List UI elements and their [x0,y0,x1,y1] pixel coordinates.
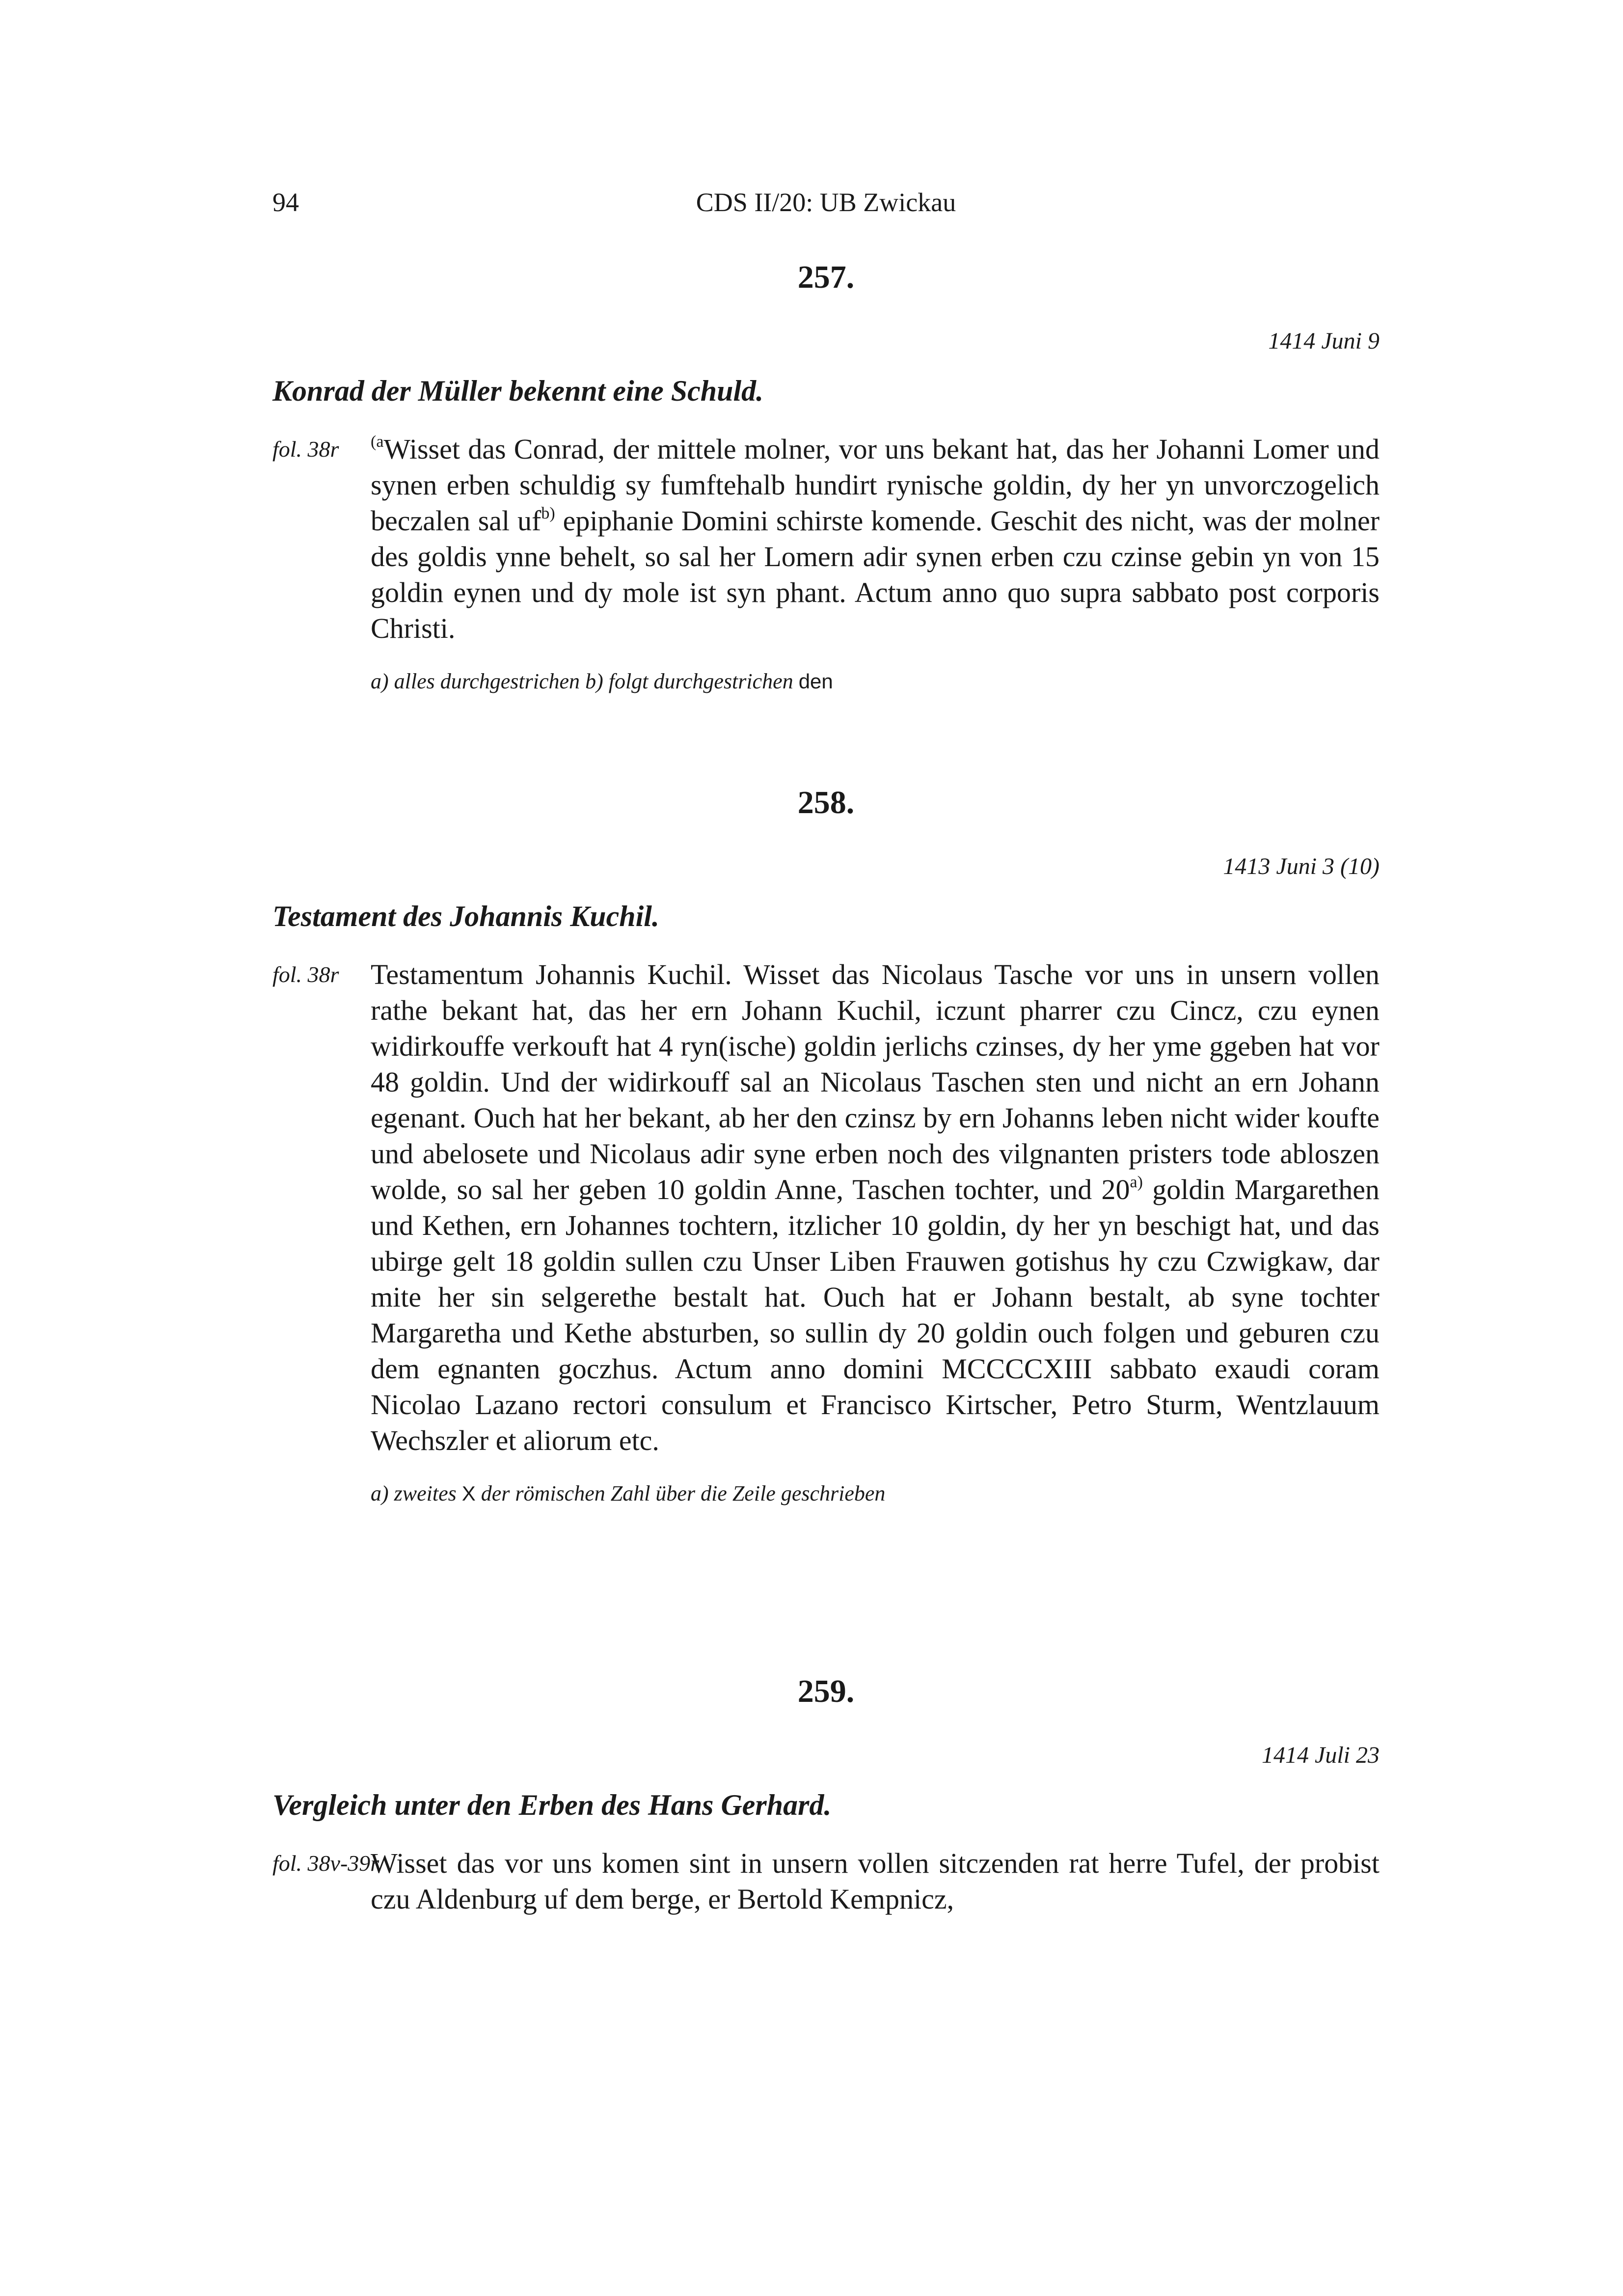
document-number: 257. [797,259,855,295]
running-title: CDS II/20: UB Zwickau [696,188,956,217]
document-258 [272,781,1380,1509]
footnote-mark: a) [1130,1173,1143,1191]
footnote: a) zweites [371,1481,457,1505]
document-text [371,957,1380,1458]
folio-reference: fol. 38r [272,437,339,462]
document-257 [272,255,1380,697]
document-text-part: goldin Margarethen und Kethen, ern Johannes tochtern, itzlicher 10 goldin, dy her yn beschigt hat, und das ubirge gelt 18 goldin sullen czu Unser Liben Frauwen gotishus hy czu Czwigkaw, dar mite her sin selgerethe bestalt hat. Ouch hat er Johann bestalt, ab syne tochter Margaretha und Kethe absturben, so sullin dy 20 goldin ouch folgen und geburen czu dem egnanten goczhus. Actum anno domini MCCCCXIII sabbato exaudi coram Nicolao Lazano rectori consulum et Francisco Kirtscher, Petro Sturm, Wentzlauum Wechszler et aliorum etc. [371,1174,1380,1456]
footnote-mark: b) [541,504,555,522]
footnotes [371,1478,1380,1509]
document-date: 1414 Juni 9 [1268,328,1380,354]
document-entry [272,431,1380,646]
document-text [371,1845,1380,1917]
document-number: 259. [797,1673,855,1709]
footnote-word: X [461,1482,476,1505]
footnote-mark: (a [371,433,384,451]
footnote-word: den [798,670,833,693]
document-title: Vergleich unter den Erben des Hans Gerhard. [272,1789,832,1821]
footnote: b) folgt durchgestrichen [585,669,793,693]
document-number: 258. [797,785,855,820]
footnote: der römischen Zahl über die Zeile geschrieben [481,1481,886,1505]
document-title: Konrad der Müller bekennt eine Schuld. [272,375,764,407]
document-text-part: epiphanie Domini schirste komende. Geschit des nicht, was der molner des goldis ynne behelt, so sal her Lomern adir synen erben czu czinse gebin yn von 15 goldin eynen und dy mole ist syn phant. Actum anno quo supra sabbato post corporis Christi. [371,505,1380,644]
document-text-part: Wisset das Conrad, der mittele molner, vor uns bekant hat, das her Johanni Lomer und synen erben schuldig sy fumftehalb hundirt rynische goldin, dy her yn unvorczogelich beczalen sal uf [371,433,1380,537]
document-text [371,431,1380,646]
document-title: Testament des Johannis Kuchil. [272,900,659,932]
document-date: 1414 Juli 23 [1262,1742,1380,1768]
footnotes [371,666,1380,697]
footnote: a) alles durchgestrichen [371,669,580,693]
document-entry [272,1845,1380,1917]
document-entry [272,957,1380,1458]
running-header [272,183,1380,222]
document-text-part: Wisset das vor uns komen sint in unsern vollen sitczenden rat herre Tufel, der probist czu Aldenburg uf dem berge, er Bertold Kempnicz, [371,1847,1380,1915]
document-date: 1413 Juni 3 (10) [1223,853,1380,879]
folio-reference: fol. 38v-39r [272,1851,379,1876]
document-text-part: Testamentum Johannis Kuchil. Wisset das Nicolaus Tasche vor uns in unsern vollen rathe bekant hat, das her ern Johann Kuchil, iczunt pharrer czu Cincz, czu eynen widirkouffe verkouft hat 4 ryn(ische) goldin jerlichs czinses, dy her yme ggeben hat vor 48 goldin. Und der widirkouff sal an Nicolaus Taschen sten und nicht an ern Johann egenant. Ouch hat her bekant, ab her den czinsz by ern Johanns leben nicht wider koufte und abelosete und Nicolaus adir syne erben noch des vilgnanten pristers tode abloszen wolde, so sal her geben 10 goldin Anne, Taschen tochter, und 20 [371,958,1380,1205]
document-259 [272,1669,1380,1917]
page-number: 94 [272,188,299,217]
folio-reference: fol. 38r [272,962,339,987]
